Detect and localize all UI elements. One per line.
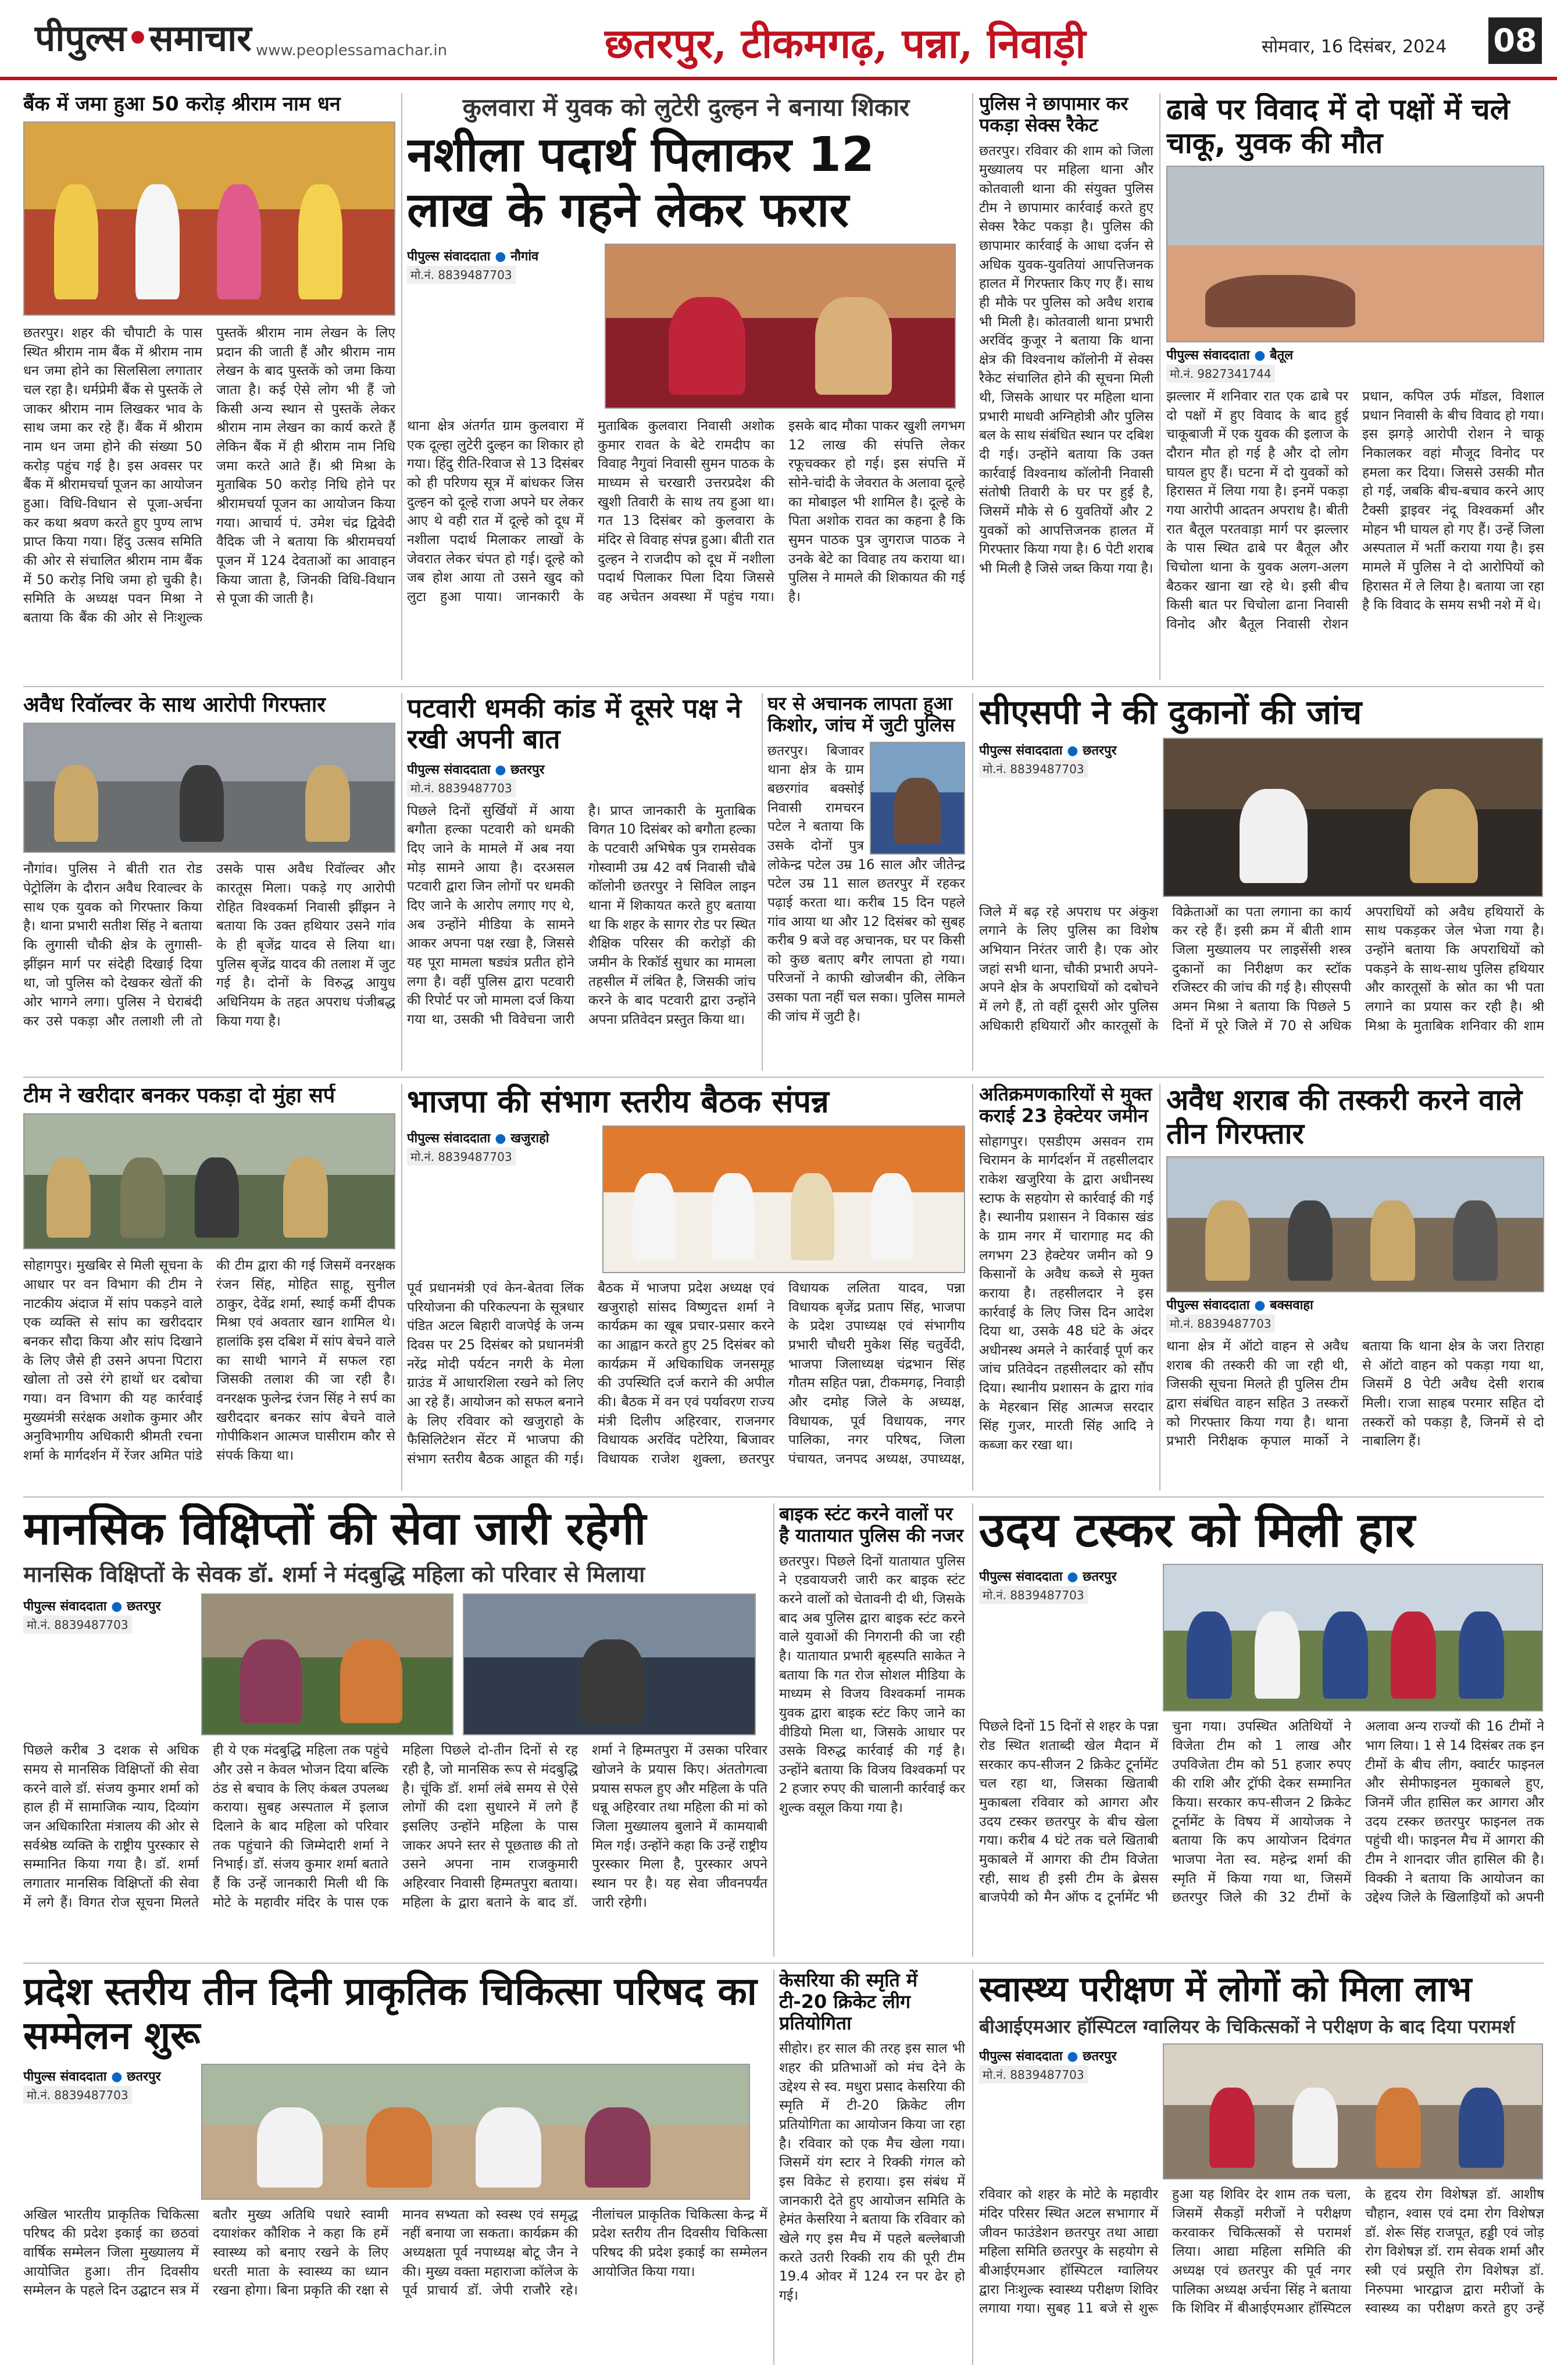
story-kesariya [779, 1970, 965, 2365]
photo-forest-team [23, 1113, 395, 1249]
headline: प्रदेश स्तरीय तीन दिनी प्राकृतिक चिकित्सा परिषद का सम्मेलन शुरू [23, 1970, 757, 2058]
photo-doctor [463, 1593, 756, 1735]
story-bike [779, 1503, 965, 1957]
headline: घर से अचानक लापता हुआ किशोर, जांच में जुटी पुलिस [767, 693, 955, 736]
story-body: छतरपुर। शहर की चौपाटी के पास स्थित श्रीराम नाम बैंक में श्रीराम नाम धन जमा होने का सिलसिला लगातार चल रहा है। धर्मप्रेमी बैंक से पुस्तकें ले जाकर श्रीराम नाम लिखकर भाव के साथ जमा कर रहे हैं। बैंक में श्रीराम नाम धन जमा होने की संख्या 50 करोड़ पहुंच गई है। इस अवसर पर बैंक में श्रीरामचर्चा पूजन का आयोजन हुआ। विधि-विधान से पूजा-अर्चना कर कथा श्रवण करते हुए पुण्य लाभ प्राप्त किया गया। हिंदु उत्सव समिति की ओर से संचालित श्रीराम नाम बैंक में 50 करोड़ निधि जमा हो चुकी है। समिति के अध्यक्ष पवन मिश्रा ने बताया कि बैंक की ओर से निःशुल्क पुस्तकें श्रीराम नाम लेखन के लिए प्रदान की जाती हैं और श्रीराम नाम लेखन के बाद पुस्तकें को जमा किया जाता है। कई ऐसे लोग भी हैं जो किसी अन्य स्थान से पुस्तकें लेकर श्रीराम नाम लेखन का कार्य करते हैं लेकिन बैंक में ही श्रीराम नाम निधि जमा करते आते हैं। श्री मिश्रा के मुताबिक 50 करोड़ निधि होने पर श्रीरामचर्या पूजन का आयोजन किया गया। आचार्य पं. उमेश चंद्र द्विवेदी वैदिक जी ने बताया कि श्रीरामचर्या पूजन में 124 देवताओं का आवाहन किया जाता है, जिनकी विधि-विधान से पूजा की जाती है। [23, 326, 395, 626]
website[interactable]: www.peoplessamachar.in [256, 42, 448, 59]
headline: भाजपा की संभाग स्तरीय बैठक संपन्न [407, 1084, 829, 1120]
subheadline: मानसिक विक्षिप्तों के सेवक डॉ. शर्मा ने मंदबुद्धि महिला को परिवार से मिलाया [23, 1561, 645, 1587]
story-revolver [23, 693, 395, 1071]
mobile-number: मो.नं. 8839487703 [979, 2065, 1088, 2084]
mobile-number: मो.नं. 8839487703 [407, 266, 516, 284]
story-body: रविवार को शहर के मोटे के महावीर मंदिर परिसर स्थित अटल सभागार में जीवन फाउंडेशन छतरपुर तथा आद्या महिला समिति छतरपुर के सहयोग से बीआईएमआर हॉस्पिटल ग्वालियर द्वारा निःशुल्क स्वास्थ्य परीक्षण शिविर लगाया गया। सुबह 11 बजे से शुरू हुआ यह शिविर देर शाम तक चला, जिसमें सैकड़ों मरीजों ने परीक्षण करवाकर चिकित्सकों से परामर्श लिया। आद्या महिला समिति की अध्यक्ष एवं छतरपुर की पूर्व नगर पालिका अध्यक्ष अर्चना सिंह ने बताया कि शिविर में बीआईएमआर हॉस्पिटल के हृदय रोग विशेषज्ञ डॉ. आशीष चौहान, श्वास एवं दमा रोग विशेषज्ञ डॉ. शेरू सिंह राजपूत, हड्डी एवं जोड़ रोग विशेषज्ञ डॉ. राम सेवक शर्मा और स्त्री एवं प्रसूति रोग विशेषज्ञ डॉ. निरुपमा भारद्वाज द्वारा मरीजों के स्वास्थ्य का परीक्षण करते हुए उन्हें [979, 2187, 1544, 2317]
logo: पीपुल्स•समाचार [35, 17, 252, 59]
headline: उदय टस्कर को मिली हार [979, 1503, 1415, 1558]
story-body: अखिल भारतीय प्राकृतिक चिकित्सा परिषद की प्रदेश इकाई का छठवां वार्षिक सम्मेलन जिला मुख्यालय में आयोजित हुआ। तीन दिवसीय सम्मेलन के पहले दिन उद्घाटन सत्र में बतौर मुख्य अतिथि पधारे स्वामी दयाशंकर कौशिक ने कहा कि हमें स्वास्थ्य को बनाए रखने के लिए धरती माता के स्वास्थ्य का ध्यान रखना होगा। बिना प्रकृति की रक्षा से मानव सभ्यता को स्वस्थ एवं समृद्ध नहीं बनाया जा सकता। कार्यक्रम की अध्यक्षता पूर्व नपाध्यक्ष बोटू जैन ने की। मुख्य वक्ता महाराजा कॉलेज के पूर्व प्राचार्य डॉ. जेपी राजौरे रहे। नीलांचल प्राकृतिक चिकित्सा केन्द्र में प्रदेश स्तरीय तीन दिवसीय चिकित्सा परिषद की प्रदेश इकाई का सम्मेलन आयोजित किया गया। [23, 2207, 767, 2299]
headline: मानसिक विक्षिप्तों की सेवा जारी रहेगी [23, 1503, 647, 1555]
photo-women [201, 1593, 453, 1735]
story-mansik [23, 1503, 767, 1957]
mobile-number: मो.नं. 8839487703 [407, 1148, 516, 1166]
mobile-number: मो.नं. 9827341744 [1166, 364, 1275, 383]
story-sexracket [979, 93, 1154, 680]
headline: सीएसपी ने की दुकानों की जांच [979, 693, 1362, 732]
story-uday [979, 1503, 1544, 1957]
photo-meeting [602, 1125, 965, 1273]
byline: पीपुल्स संवाददाता ● छतरपुर [979, 2049, 1117, 2064]
headline: स्वास्थ्य परीक्षण में लोगों को मिला लाभ [979, 1970, 1472, 2010]
byline: पीपुल्स संवाददाता ● छतरपुर [979, 743, 1117, 758]
headline: अवैध शराब की तस्करी करने वाले तीन गिरफ्तार [1166, 1084, 1523, 1150]
headline: बैंक में जमा हुआ 50 करोड़ श्रीराम नाम धन [23, 93, 341, 116]
headline: अवैध रिवॉल्वर के साथ आरोपी गिरफ्तार [23, 693, 326, 717]
mobile-number: मो.नं. 8839487703 [23, 2086, 132, 2104]
photo-liquor-police [1166, 1156, 1544, 1292]
story-liquor [1166, 1084, 1544, 1491]
story-encroach [979, 1084, 1154, 1491]
story-body: सीहोर। हर साल की तरह इस साल भी शहर की प्रतिभाओं को मंच देने के उद्देश्य से स्व. मधुरा प्रसाद केसरिया की स्मृति में टी-20 क्रिकेट लीग प्रतियोगिता का आयोजन किया जा रहा है। रविवार को एक मैच खेला गया। जिसमें यंग स्टार ने रिक्की गंगल को इस विकेट से हराया। इस संबंध में जानकारी देते हुए आयोजन समिति के हेमंत केसरिया ने बताया कि रविवार को खेले गए इस मैच में पहले बल्लेबाजी करते उतरी रिक्की राय की पूरी टीम 19.4 ओवर में 124 रन पर ढेर हो गई। [779, 2041, 965, 2303]
story-body: पिछले करीब 3 दशक से अधिक समय से मानसिक विक्षिप्तों की सेवा करने वाले डॉ. संजय कुमार शर्मा को हाल ही में सामाजिक न्याय, दिव्यांग जन अधिकारिता मंत्रालय की ओर से सर्वश्रेष्ठ व्यक्ति के राष्ट्रीय पुरस्कार से सम्मानित किया गया है। डॉ. शर्मा लगातार मानसिक विक्षिप्तों की सेवा में लगे हैं। विगत रोज सूचना मिलते ही ये एक मंदबुद्धि महिला तक पहुंचे और उसे न केवल भोजन दिया बल्कि ठंड से बचाव के लिए कंबल उपलब्ध कराया। सुबह अस्पताल में इलाज दिलाने के बाद महिला को परिवार तक पहुंचाने की जिम्मेदारी शर्मा ने निभाई। डॉ. संजय कुमार शर्मा बताते हैं कि उन्हें जानकारी मिली थी कि मोटे के महावीर मंदिर के पास एक महिला पिछले दो-तीन दिनों से रह रही है, जो मानसिक रूप से मंदबुद्धि है। चूंकि डॉ. शर्मा लंबे समय से ऐसे लोगों की दशा सुधारने में लगे हैं इसलिए उन्होंने महिला के पास जाकर अपने स्तर से पूछताछ की तो उसने अपना नाम राजकुमारी अहिरवार निवासी हिम्मतपुरा बताया। महिला के द्वारा बताने के बाद डॉ. शर्मा ने हिम्मतपुरा में उसका परिवार खोजने के प्रयास किए। अंततोगत्वा प्रयास सफल हुए और महिला के पति धन्नू अहिरवार तथा महिला की मां को जिला मुख्यालय बुलाने में कामयाबी मिल गई। उन्होंने कहा कि उन्हें राष्ट्रीय पुरस्कार मिला है, पुरस्कार अपने स्थान पर है। यह सेवा जीवनपर्यंत जारी रहेगी। [23, 1743, 767, 1910]
photo-police [23, 723, 395, 853]
byline: पीपुल्स संवाददाता ● छतरपुर [23, 2069, 161, 2084]
photo-boy [870, 742, 965, 855]
headline: पुलिस ने छापामार कर पकड़ा सेक्स रैकेट [979, 93, 1129, 136]
issue-date: सोमवार, 16 दिसंबर, 2024 [1262, 37, 1447, 57]
story-body: सोहागपुर। मुखबिर से मिली सूचना के आधार पर वन विभाग की टीम ने नाटकीय अंदाज में सांप पकड़ने वाले एक व्यक्ति से सांप का खरीददार बनकर सौदा किया और सांप दिखाने के लिए जैसे ही उसने अपना पिटारा खोला तो उसे रंगे हाथों धर दबोचा गया। वन विभाग की यह कार्रवाई मुख्यमंत्री सरंक्षक अशोक कुमार और अनुविभागीय अधिकारी श्रीमती रचना शर्मा के मार्गदर्शन में रेंजर अमित पांडे की टीम द्वारा की गई जिसमें वनरक्षक रंजन सिंह, मोहित साहू, सुनील ठाकुर, देवेंद्र शर्मा, स्थाई कर्मी दीपक मिश्रा एवं अवतार खान शामिल थे। हालांकि इस दबिश में सांप बेचने वाले का साथी भागने में सफल रहा जिसकी तलाश की जा रही है। वनरक्षक फुलेन्द्र रंजन सिंह ने सर्प का खरीददार बनकर सांप बेचने वाले गोपीकिशन आत्मज घासीराम कौर से संपर्क किया था। [23, 1258, 395, 1463]
byline: पीपुल्स संवाददाता ● छतरपुर [407, 762, 545, 777]
subheadline: बीआईएमआर हॉस्पिटल ग्वालियर के चिकित्सकों ने परीक्षण के बाद दिया परामर्श [979, 2016, 1515, 2038]
story-body: पिछले दिनों सुर्खियों में आया बगौता हल्का पटवारी को धमकी दिए जाने के मामले में अब नया मोड़ सामने आया है। दरअसल पटवारी द्वारा जिन लोगों पर धमकी दिए जाने के आरोप लगाए गए थे, अब उन्होंने मीडिया के सामने आकर अपना पक्ष रखा है, जिससे यह पूरा मामला षड्यंत्र प्रतीत होने लगा है। वहीं पुलिस द्वारा पटवारी की रिपोर्ट पर जो मामला दर्ज किया गया था, उसकी भी विवेचना जारी है। प्राप्त जानकारी के मुताबिक विगत 10 दिसंबर को बगौता हल्का के पटवारी अभिषेक पुत्र रामसेवक गोस्वामी उम्र 42 वर्ष निवासी चौबे कॉलोनी छतरपुर ने सिविल लाइन थाना में शिकायत करते हुए बताया था कि शहर के सागर रोड पर स्थित शैक्षिक परिसर की करोड़ों की जमीन के रिकॉर्ड सुधार का मामला तहसील में लंबित है, जिसकी जांच करने के बाद पटवारी द्वारा उन्होंने अपना प्रतिवेदन प्रस्तुत किया था। [407, 803, 756, 1027]
mobile-number: मो.नं. 8839487703 [979, 1586, 1088, 1604]
story-kishor [767, 693, 965, 1071]
byline: पीपुल्स संवाददाता ● छतरपुर [979, 1570, 1117, 1585]
story-shriram [23, 93, 395, 680]
story-csp [979, 693, 1544, 1071]
photo-cricket-team [1163, 1564, 1543, 1711]
mobile-number: मो.नं. 8839487703 [23, 1616, 132, 1634]
story-body: छतरपुर। बिजावर थाना क्षेत्र के ग्राम बछरगांव बक्सोई निवासी रामचरन पटेल ने बताया कि उसके दोनों पुत्र लोकेन्द्र पटेल उम्र 16 साल और जीतेन्द्र पटेल उम्र 11 साल छतरपुर में रहकर पढ़ाई करता था। करीब 15 दिन पहले गांव आया था और 12 दिसंबर को सुबह करीब 9 बजे वह अचानक, घर पर किसी को कुछ बताए बगैर लापता हो गया। परिजनों ने काफी खोजबीन की, लेकिन उसका पता नहीं चल सका। पुलिस मामले की जांच में जुटी है। [767, 743, 965, 1024]
byline: पीपुल्स संवाददाता ● छतरपुर [23, 1599, 161, 1614]
story-dhaba [1166, 93, 1544, 680]
story-prakritik [23, 1970, 767, 2365]
byline: पीपुल्स संवाददाता ● खजुराहो [407, 1131, 549, 1146]
headline: पटवारी धमकी कांड में दूसरे पक्ष ने रखी अपनी बात [407, 693, 741, 755]
photo-hospital [1166, 166, 1544, 342]
photo-couple [605, 244, 956, 409]
photo-gunshop [1163, 738, 1543, 897]
kicker: कुलवारा में युवक को लुटेरी दुल्हन ने बनाया शिकार [462, 93, 910, 121]
story-body: थाना क्षेत्र अंतर्गत ग्राम कुलवारा में एक दूल्हा लुटेरी दुल्हन का शिकार हो गया। हिंदु रीति-रिवाज से 13 दिसंबर को ही परिणय सूत्र में बांधकर जिस दुल्हन को दूल्हे राजा अपने घर लेकर आए थे वही रात में दूल्हे को दूध में नशीला पदार्थ मिलाकर लाखों के जेवरात लेकर चंपत हो गई। दूल्हे को जब होश आया तो उसने खुद को लुटा हुआ पाया। जानकारी के मुताबिक कुलवारा निवासी अशोक कुमार रावत के बेटे रामदीप का विवाह नैगुवां निवासी सुमन पाठक के माध्यम से चरखारी उत्तरप्रदेश की खुशी तिवारी के साथ तय हुआ था। गत 13 दिसंबर को कुलवारा के मंदिर से विवाह संपन्न हुआ। बीती रात दुल्हन ने राजदीप को दूध में नशीला पदार्थ पिलाकर पिला दिया जिससे वह अचेतन अवस्था में पहुंच गया। इसके बाद मौका पाकर खुशी लगभग 12 लाख की संपत्ति लेकर रफूचक्कर हो गई। इस संपत्ति में सोने-चांदी के जेवरात के अलावा दूल्हे का मोबाइल भी शामिल है। दूल्हे के पिता अशोक रावत का कहना है कि सुमन पाठक पुत्र जुगराज पाठक ने उनके बेटे का विवाह तय कराया था। पुलिस ने मामले की शिकायत की गई है। [407, 418, 965, 605]
mobile-number: मो.नं. 8839487703 [407, 779, 516, 797]
story-body: छतरपुर। रविवार की शाम को जिला मुख्यालय पर महिला थाना और कोतवाली थाना की संयुक्त पुलिस टीम ने छापामार कार्रवाई करते हुए सेक्स रैकेट पकड़ा है। पुलिस की छापामार कार्रवाई के आधा दर्जन से अधिक युवक-युवतियां आपत्तिजनक हालत में गिरफ्तार किए गए हैं। साथ ही मौके पर पुलिस को अवैध शराब भी मिली है। कोतवाली थाना प्रभारी अरविंद कुजूर ने बताया कि थाना क्षेत्र की विश्वनाथ कॉलोनी में सेक्स रैकेट संचालित होने की सूचना मिली थी, जिसके आधार पर महिला थाना प्रभारी माधवी अग्निहोत्री और पुलिस बल के साथ संबंधित स्थान पर दबिश दी गई। उन्होंने बताया कि उक्त कार्रवाई विश्वनाथ कॉलोनी निवासी संतोषी तिवारी के घर पर हुई है, जिसमें मौके से 6 युवतियों और 2 युवकों को आपत्तिजनक हालत में गिरफ्तार किया गया है। 6 पेटी शराब भी मिली है जिसे जब्त किया गया है। [979, 143, 1154, 577]
headline: अतिक्रमणकारियों से मुक्त कराई 23 हेक्टेयर जमीन [979, 1084, 1152, 1127]
story-body: पिछले दिनों 15 दिनों से शहर के पन्ना रोड स्थित शताब्दी खेल मैदान में सरकार कप-सीजन 2 क्रिकेट टूर्नामेंट चल रहा था, जिसका खिताबी मुकाबला रविवार को आगरा और उदय टस्कर छतरपुर के बीच खेला गया। करीब 4 घंटे तक चले खिताबी मुकाबले में आगरा की टीम विजेता रही, साथ ही इसी टीम के ब्रेसस बाजपेयी को मैन ऑफ द टूर्नामेंट भी चुना गया। उपस्थित अतिथियों ने विजेता टीम को 1 लाख और उपविजेता टीम को 51 हजार रुपए की राशि और ट्रॉफी देकर सम्मानित किया। सरकार कप-सीजन 2 क्रिकेट टूर्नामेंट के विषय में आयोजक ने बताया कि कप आयोजन दिवंगत भाजपा नेता स्व. महेन्द्र शर्मा की स्मृति में किया गया था, जिसमें छतरपुर जिले की 32 टीमों के अलावा अन्य राज्यों की 16 टीमों ने भाग लिया। 1 से 14 दिसंबर तक इन टीमों के बीच लीग, क्वार्टर फाइनल और सेमीफाइनल मुकाबले हुए, जिनमें जीत हासिल कर आगरा और उदय टस्कर छतरपुर फाइनल तक पहुंची थी। फाइनल मैच में आगरा की टीम ने शानदार जीत हासिल की है। विक्की ने बताया कि आयोजन का उद्देश्य जिले के खिलाड़ियों को अपनी [979, 1719, 1544, 1906]
story-body: सोहागपुर। एसडीएम असवन राम चिरामन के मार्गदर्शन में तहसीलदार राकेश खजुरिया के द्वारा अधीनस्थ स्टाफ के सहयोग से कार्रवाई की गई है। स्थानीय प्रशासन ने विकास खंड के ग्राम नगर में चारागाह मद की लगभग 23 हेक्टेयर जमीन को 9 किसानों के अवैध कब्जे से मुक्त कराया है। तहसीलदार ने इस कार्रवाई के लिए जिस दिन आदेश दिया था, उसके 48 घंटे के अंदर अधीनस्थ अमले ने कार्रवाई पूर्ण कर जांच प्रतिवेदन तहसीलदार को सौंप दिया। स्थानीय प्रशासन के द्वारा गांव के मेहरबान सिंह आत्मज सरदार सिंह गुजर, मारती सिंह आदि ने कब्जा कर रखा था। [979, 1134, 1154, 1453]
region-title: छतरपुर, टीकमगढ़, पन्ना, निवाड़ी [605, 19, 1086, 67]
story-health [979, 1970, 1544, 2365]
photo-health-camp [1163, 2043, 1543, 2179]
photo-puja [23, 121, 395, 316]
headline: टीम ने खरीदार बनकर पकड़ा दो मुंहा सर्प [23, 1084, 335, 1107]
story-body: जिले में बढ़ रहे अपराध पर अंकुश लगाने के लिए पुलिस का विशेष अभियान निरंतर जारी है। एक ओर जहां सभी थाना, चौकी प्रभारी अपने-अपने क्षेत्र के अपराधियों को दबोचने में लगे हैं, तो वहीं दूसरी ओर पुलिस अधिकारी हथियारों और कारतूसों के विक्रेताओं का पता लगाना का कार्य कर रहे हैं। इसी क्रम में बीती शाम जिला मुख्यालय पर लाइसेंसी शस्त्र दुकानों का निरीक्षण कर स्टॉक रजिस्टर की जांच की गई है। सीएसपी अमन मिश्रा ने बताया कि पिछले 5 दिनों में पूरे जिले में 70 से अधिक अपराधियों को अवैध हथियारों के साथ पकड़कर जेल भेजा गया है। उन्होंने बताया कि अपराधियों को पकड़ने के साथ-साथ पुलिस हथियार और कारतूसों के स्रोत का भी पता लगाने का प्रयास कर रही है। श्री मिश्रा के मुताबिक शनिवार की शाम [979, 904, 1544, 1034]
story-dulhan [407, 93, 965, 680]
byline: पीपुल्स संवाददाता ● बक्सवाहा [1166, 1298, 1313, 1313]
photo-conference [201, 2064, 750, 2200]
byline: पीपुल्स संवाददाता ● बैतूल [1166, 348, 1294, 363]
page-number: 08 [1488, 17, 1542, 64]
story-snake [23, 1084, 395, 1491]
headline: बाइक स्टंट करने वालों पर है यातायात पुलिस की नजर [779, 1503, 964, 1546]
story-body: नौगांव। पुलिस ने बीती रात रोड पेट्रोलिंग के दौरान अवैध रिवाल्वर के साथ एक युवक को गिरफ्तार किया है। थाना प्रभारी सतीश सिंह ने बताया कि लुगासी चौकी क्षेत्र के लुगासी-झींझन मार्ग पर संदेही दिखाई दिया था, जो पुलिस को देखकर खेतों की ओर भागने लगा। पुलिस ने घेराबंदी कर उसे पकड़ा और तलाशी ली तो उसके पास अवैध रिवॉल्वर और कारतूस मिला। पकड़े गए आरोपी रोहित विश्वकर्मा निवासी झींझन ने बताया कि उक्त हथियार उसने गांव के ही बृजेंद्र यादव से लिया था। पुलिस बृजेंद्र यादव की तलाश में जुट गई है। दोनों के विरुद्ध आयुध अधिनियम के तहत अपराध पंजीबद्ध किया गया है। [23, 862, 395, 1029]
story-body: झल्लार में शनिवार रात एक ढाबे पर दो पक्षों में हुए विवाद के बाद हुई चाकूबाजी में एक युवक की इलाज के दौरान मौत हो गई है और दो लोग घायल हुए हैं। घटना में दो युवकों को हिरासत में लिया गया है। इनमें पकड़ा गया आरोपी आदतन अपराध है। बीती रात बैतूल परतवाड़ा मार्ग पर झल्लार के पास स्थित ढाबे पर बैतूल और चिचोला थाना के युवक अलग-अलग बैठकर खाना खा रहे थे। इसी बीच किसी बात पर चिचोला ढाना निवासी विनोद और बैतूल निवासी रोशन प्रधान, कपिल उर्फ मॉडल, विशाल प्रधान निवासी के बीच विवाद हो गया। इस झगड़े आरोपी रोशन ने चाकू निकालकर वहां मौजूद विनोद पर हमला कर दिया। जिससे उसकी मौत हो गई, जबकि बीच-बचाव करने आए टैक्सी ड्राइवर नंदू विश्वकर्मा और मोहन भी घायल हो गए हैं। उन्हें जिला अस्पताल में भर्ती कराया गया है। इस मामले में पुलिस ने दो आरोपियों को हिरासत में ले लिया है। बताया जा रहा है कि विवाद के समय सभी नशे में थे। [1166, 389, 1544, 632]
mobile-number: मो.नं. 8839487703 [979, 760, 1088, 778]
headline: ढाबे पर विवाद में दो पक्षों में चले चाकू, युवक की मौत [1166, 93, 1510, 160]
story-body: थाना क्षेत्र में ऑटो वाहन से अवैध शराब की तस्करी की जा रही थी, जिसकी सूचना मिलते ही पुलिस टीम द्वारा संबंधित वाहन सहित 3 तस्करों को गिरफ्तार किया गया है। थाना प्रभारी निरीक्षक कृपाल मार्को ने बताया कि थाना क्षेत्र के जरा तिराहा से ऑटो वाहन को पकड़ा गया था, जिसमें 8 पेटी अवैध देसी शराब मिली। राजा साहब परमार सहित दो तस्करों को पकड़ा है, जिनमें से दो नाबालिग हैं। [1166, 1339, 1544, 1449]
story-bjp [407, 1084, 965, 1491]
story-patwari [407, 693, 756, 1071]
byline: पीपुल्स संवाददाता ● नौगांव [407, 249, 539, 264]
headline: केसरिया की स्मृति में टी-20 क्रिकेट लीग प्रतियोगिता [779, 1970, 917, 2034]
story-body: छतरपुर। पिछले दिनों यातायात पुलिस ने एडवायजरी जारी कर बाइक स्टंट करने वालों को चेतावनी दी थी, जिसके बाद अब पुलिस द्वारा बाइक स्टंट करने वाले युवाओं की निगरानी की जा रही है। यातायात प्रभारी बृहस्पति साकेत ने बताया कि गत रोज सोशल मीडिया के माध्यम से विजय विश्वकर्मा नामक युवक द्वारा बाइक स्टंट किए जाने का वीडियो मिला था, जिसके आधार पर उसके विरुद्ध कार्रवाई की गई है। उन्होंने बताया कि विजय विश्वकर्मा पर 2 हजार रुपए की चालानी कार्रवाई कर शुल्क वसूल किया गया है। [779, 1553, 965, 1816]
story-body: पूर्व प्रधानमंत्री एवं केन-बेतवा लिंक परियोजना की परिकल्पना के सूत्रधार पंडित अटल बिहारी वाजपेई के जन्म दिवस पर 25 दिसंबर को प्रधानमंत्री नरेंद्र मोदी पर्यटन नगरी के मेला ग्राउंड में आधारशिला रखने को लिए आ रहे हैं। आयोजन को सफल बनाने के लिए रविवार को खजुराहो के फैसिलिटेशन सेंटर में भाजपा की संभाग स्तरीय बैठक आहूत की गई। बैठक में भाजपा प्रदेश अध्यक्ष एवं खजुराहो सांसद विष्णुदत्त शर्मा ने कार्यक्रम का खूब प्रचार-प्रसार करने का आह्वान करते हुए 25 दिसंबर को कार्यक्रम में अधिकाधिक जनसमूह की उपस्थिति दर्ज कराने की अपील की। बैठक में वन एवं पर्यावरण राज्य मंत्री दिलीप अहिरवार, राजनगर विधायक अरविंद पटेरिया, बिजावर विधायक राजेश शुक्ला, छतरपुर विधायक ललिता यादव, पन्ना विधायक बृजेंद्र प्रताप सिंह, भाजपा के प्रदेश उपाध्यक्ष एवं संभागीय प्रभारी चौधरी मुकेश सिंह चतुर्वेदी, भाजपा जिलाध्यक्ष चंद्रभान सिंह गौतम सहित पन्ना, टीकमगढ़, निवाड़ी और दमोह जिले के अध्यक्ष, विधायक, पूर्व विधायक, नगर पालिका, नगर परिषद, जिला पंचायत, जनपद अध्यक्ष, उपाध्यक्ष, [407, 1281, 965, 1467]
headline: नशीला पदार्थ पिलाकर 12 लाख के गहने लेकर फरार [407, 127, 875, 238]
mobile-number: मो.नं. 8839487703 [1166, 1314, 1275, 1332]
masthead [0, 0, 1557, 80]
